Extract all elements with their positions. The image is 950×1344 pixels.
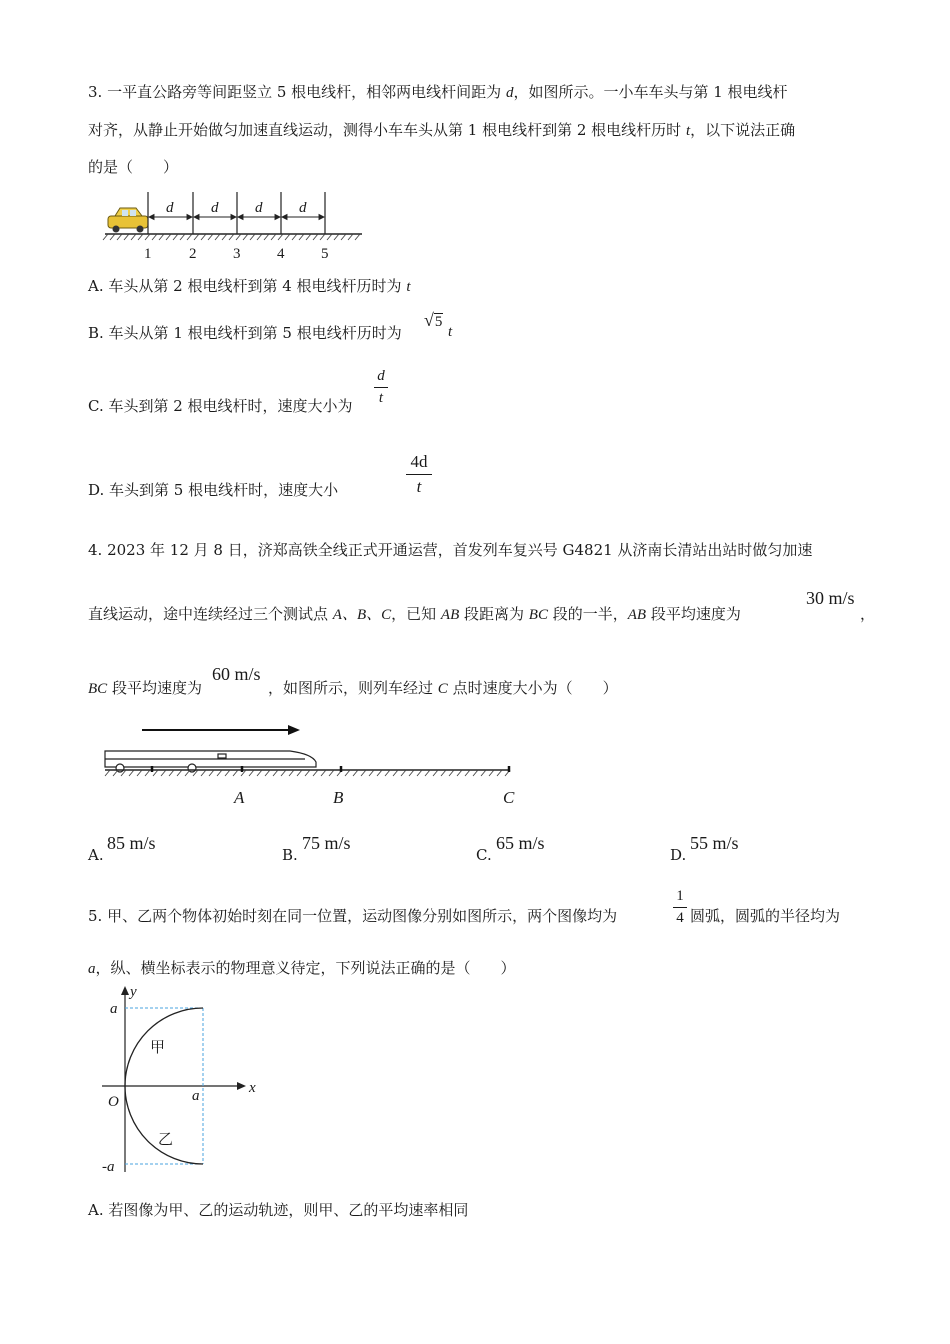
q3-stem-line2: 对齐，从静止开始做匀加速直线运动，测得小车车头从第 1 根电线杆到第 2 根电线杆历时 t，以下说法正确: [88, 121, 796, 139]
fraction-one-quarter: 1 4: [673, 888, 687, 927]
bottom-neg-a-label: -a: [102, 1159, 115, 1175]
sqrt-expression: √5: [424, 310, 443, 330]
point-b-label: B: [333, 788, 344, 807]
q4-stem-line2: 直线运动，途中连续经过三个测试点 A、B、C，已知 AB 段距离为 BC 段的一半，AB 段平均速度为: [88, 605, 741, 623]
ground-hatch: [103, 234, 360, 240]
point-a-label: A: [234, 788, 245, 807]
var-t: t: [448, 324, 453, 340]
q4-stem-line1: 4. 2023 年 12 月 8 日，济郑高铁全线正式开通运营，首发列车复兴号 G4821 从济南长清站出站时做匀加速: [88, 541, 813, 559]
q5-option-a: A. 若图像为甲、乙的运动轨迹，则甲、乙的平均速率相同: [88, 1201, 469, 1219]
x-axis-label: x: [249, 1080, 256, 1096]
pole-label-3: 3: [233, 246, 241, 262]
q5-figure-arcs: [100, 982, 270, 1178]
q4-option-b: B. 75 m/s: [282, 833, 351, 864]
pole-label-4: 4: [277, 246, 285, 262]
jia-label: 甲: [150, 1038, 166, 1056]
track-hatch: [105, 770, 510, 776]
train-image: [105, 751, 316, 772]
y-axis-arrow-icon: [121, 986, 129, 995]
direction-arrow: [142, 725, 300, 735]
pole-label-5: 5: [321, 246, 329, 262]
yi-label: 乙: [158, 1130, 174, 1148]
spacing-label: d: [255, 200, 263, 216]
velocity-ab: 30 m/s: [806, 588, 855, 608]
q4-comma: ，: [860, 605, 876, 623]
pole-label-2: 2: [189, 246, 197, 262]
q4-figure-train-track: [100, 718, 530, 810]
q4-stem-line3: BC 段平均速度为: [88, 679, 202, 697]
q4-option-d: D. 55 m/s: [670, 833, 739, 864]
q4-stem-line3-tail: ，如图所示，则列车经过 C 点时速度大小为（ ）: [268, 679, 618, 697]
velocity-bc: 60 m/s: [212, 664, 261, 684]
var-t: t: [685, 123, 691, 139]
q3-stem-line3: 的是（ ）: [88, 158, 179, 176]
origin-label: O: [108, 1094, 119, 1110]
spacing-label: d: [299, 200, 307, 216]
q3-figure-poles: [100, 190, 370, 265]
q5-stem-line2: a，纵、横坐标表示的物理意义待定，下列说法正确的是（ ）: [88, 959, 516, 977]
q3-stem-line1: 3. 一平直公路旁等间距竖立 5 根电线杆，相邻两电线杆间距为 d，如图所示。一小车车头与第 1 根电线杆: [88, 83, 788, 101]
top-a-label: a: [110, 1001, 118, 1017]
car-image: [108, 208, 148, 233]
q4-option-c: C. 65 m/s: [476, 833, 545, 864]
q3-option-c: C. 车头到第 2 根电线杆时，速度大小为: [88, 397, 353, 415]
y-axis-label: y: [130, 984, 137, 1000]
q3-option-b: B. 车头从第 1 根电线杆到第 5 根电线杆历时为: [88, 324, 402, 342]
q3-option-a: A. 车头从第 2 根电线杆到第 4 根电线杆历时为 t: [88, 277, 411, 295]
fraction-d-over-t: d t: [374, 368, 388, 407]
point-c-label: C: [503, 788, 515, 807]
q3-option-d: D. 车头到第 5 根电线杆时，速度大小: [88, 481, 339, 499]
pole-label-1: 1: [144, 246, 152, 262]
q5-stem-line1-tail: 圆弧，圆弧的半径均为: [690, 907, 841, 925]
q4-option-a: A. 85 m/s: [88, 833, 156, 864]
x-axis-arrow-icon: [237, 1082, 246, 1090]
spacing-label: d: [211, 200, 219, 216]
var-d: d: [505, 85, 514, 101]
q5-stem-line1: 5. 甲、乙两个物体初始时刻在同一位置，运动图像分别如图所示，两个图像均为: [88, 907, 618, 925]
fraction-4d-over-t: 4d t: [406, 452, 432, 497]
x-a-label: a: [192, 1088, 200, 1104]
spacing-label: d: [166, 200, 174, 216]
